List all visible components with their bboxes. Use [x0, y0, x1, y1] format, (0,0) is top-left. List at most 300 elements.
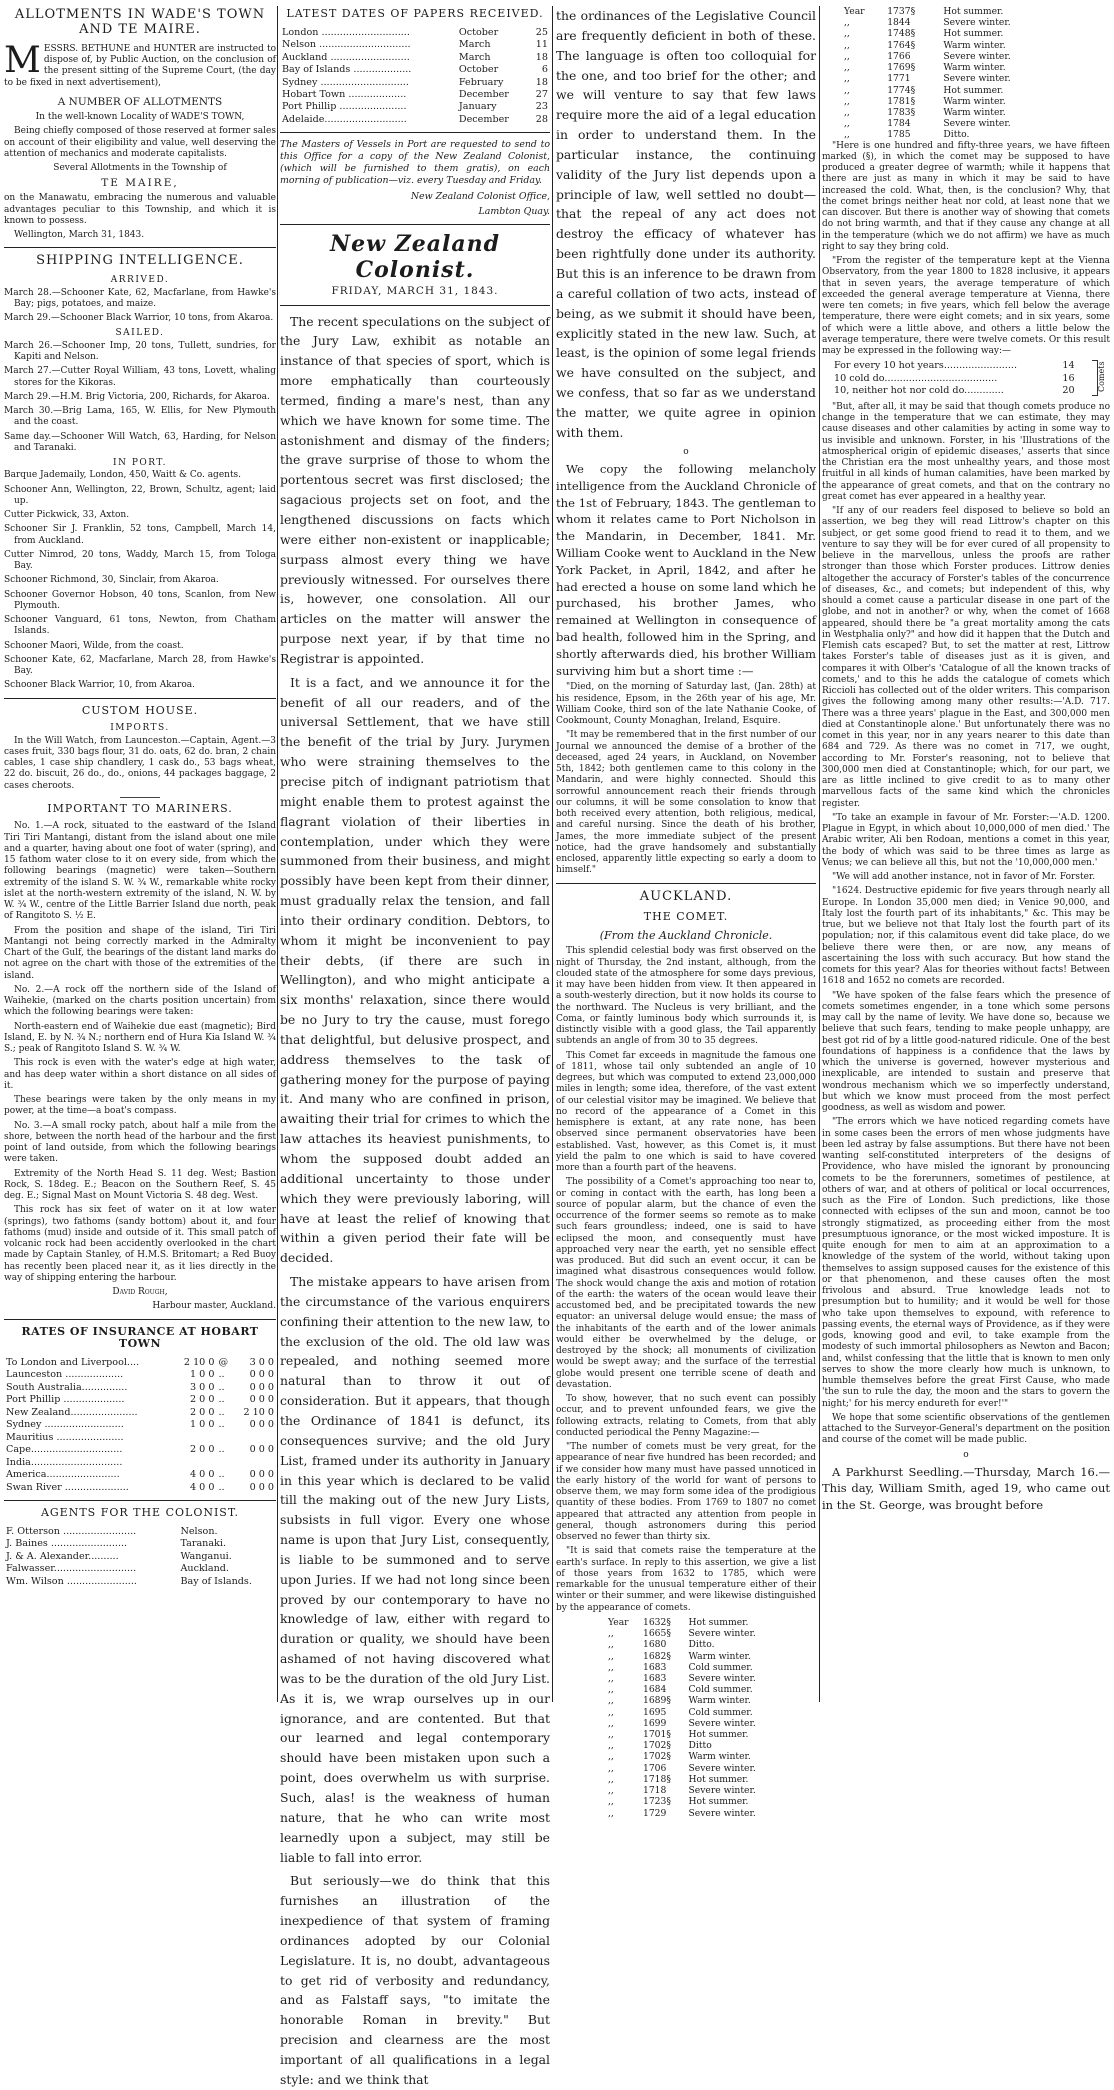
table-cell: 2 10 0	[243, 1406, 274, 1418]
imports-heading: IMPORTS.	[110, 723, 170, 734]
comet-p2: This Comet far exceeds in magnitude the famous one of 1811, whose tail only subtended an angle of 10 degrees, but which was computed to extend 23,000,000 miles in length; some idea, therefore, of the vast extent of our celestial visitor may be imagined. We believe that no record of the appearance of a Comet in this hemisphere is extant, at any rate none, has been observed since permanent observatories have been established. Vast, however, as this Comet is, it must yield the palm to one which is said to have covered more than a fourth part of the heavens.	[556, 1050, 816, 1174]
year-cell: 1632§	[642, 1616, 671, 1628]
year-cell: 1689§	[642, 1695, 671, 1707]
table-row	[4, 1576, 276, 1588]
list-item: Schooner Maori, Wilde, from the coast.	[4, 640, 184, 651]
temperature-summary	[832, 360, 1110, 397]
year-prefix: ,,	[608, 1684, 614, 1696]
comets-bracket-label: Comets	[1097, 362, 1106, 393]
parkhurst-seedling: A Parkhurst Seedling.—Thursday, March 16.—This day, William Smith, aged 19, who came out in the St. George, was brought before	[822, 1464, 1110, 1513]
year-cell: 1682§	[642, 1650, 671, 1662]
comet-article	[556, 946, 816, 1614]
table-row	[832, 385, 1077, 397]
section-divider: o	[683, 446, 689, 457]
year-cell: 1702§	[642, 1740, 671, 1752]
column-4	[822, 6, 1110, 1702]
table-cell: March	[458, 39, 491, 51]
table-cell: December	[458, 88, 509, 100]
sailed-heading: SAILED.	[115, 328, 165, 339]
table-cell: 0 0 0	[249, 1444, 274, 1456]
table-cell: India..............................	[6, 1456, 123, 1468]
table-cell: Cape..............................	[6, 1444, 123, 1456]
year-prefix: ,,	[608, 1706, 614, 1718]
table-cell: 1748§	[887, 28, 916, 40]
comet-p3: The possibility of a Comet's approaching too near to, or coming in contact with the earth, has long been a source of popular alarm, but the chance of even the occurrence of the former seems so remote as to make such fears groundless; indeed, one is said to have eclipsed the moon, and consequently must have approached very near the earth, yet no sensible effect was produced. But did such an event occur, it can be imagined what disastrous consequences would follow. The shock would change the axis and motion of rotation of the earth: the waters of the ocean would leave their accustomed bed, and be precipitated towards the new equator: an universal deluge would ensue; the mass of the inhabitants of the earth and of the lower animals would either be overwhelmed by the deluge, or destroyed by the shock; all monuments of civilization would be swept away; and the surface of the terrestial globe would present one terrible scene of death and devastation.	[556, 1177, 816, 1390]
allotments-sub3: TE MAIRE,	[101, 177, 179, 190]
weather-cell: Ditto	[688, 1740, 712, 1752]
table-cell: 1784	[887, 118, 911, 130]
table-row	[4, 1457, 276, 1469]
list-item: Schooner Vanguard, 61 tons, Newton, from Chatham Islands.	[4, 615, 276, 637]
year-cell: 1723§	[642, 1796, 671, 1808]
table-row	[842, 62, 1067, 73]
table-row	[4, 1357, 276, 1369]
weather-cell: Severe winter.	[688, 1807, 756, 1819]
table-cell: Wm. Wilson .......................	[6, 1575, 137, 1587]
column-2	[280, 6, 550, 2087]
table-cell: To London and Liverpool....	[6, 1357, 140, 1368]
comet-text-p10: We hope that some scientific observations of the gentlemen attached to the Surveyor-General's department on the position and course of the comet will be made public.	[822, 1412, 1110, 1446]
table-cell: 14	[1062, 360, 1075, 372]
table-row	[4, 1526, 276, 1538]
weather-cell: Severe winter.	[688, 1785, 756, 1797]
table-cell: Warm winter.	[943, 106, 1006, 118]
table-row	[4, 1563, 276, 1575]
weather-cell: Hot summer.	[688, 1796, 749, 1808]
table-row	[842, 51, 1067, 62]
mariners-p6: These bearings were taken by the only means in my power, at the time—a boat's compass.	[4, 1095, 276, 1117]
table-cell: Severe winter.	[943, 17, 1011, 29]
table-cell: ..	[218, 1419, 225, 1431]
table-row	[4, 1551, 276, 1563]
table-row	[832, 360, 1077, 372]
mariners-section	[4, 803, 276, 1313]
year-prefix: ,,	[608, 1773, 614, 1785]
table-row	[606, 1707, 788, 1718]
table-cell: New Zealand......................	[6, 1406, 138, 1418]
table-cell: 10 cold do.....................................	[834, 372, 998, 384]
table-cell: 1766	[887, 50, 911, 62]
table-cell: Mauritius ......................	[6, 1431, 124, 1443]
table-cell: America........................	[6, 1469, 120, 1481]
comet-years-table	[606, 1617, 788, 1819]
table-row	[606, 1628, 788, 1639]
table-row	[280, 52, 550, 64]
table-cell: 1844	[887, 17, 911, 29]
melancholy-text: We copy the following melancholy intelligence from the Auckland Chronicle of the 1st of February, 1843. The gentleman to whom it relates came to Port Nicholson in the Mandarin, in December, 1841. Mr. William Cooke went to Auckland in the New York Packet, in April, 1842, and after he had erected a house on some land which he purchased, his brother James, who remained at Wellington in consequence of bad health, followed him in the Spring, and shortly afterwards died, his brother William surviving him but a short time :—	[556, 462, 816, 678]
editorial	[280, 312, 550, 2090]
weather-cell: Warm winter.	[688, 1751, 751, 1763]
table-cell: F. Otterson ........................	[6, 1525, 137, 1537]
comet-text-p1: "Here is one hundred and fifty-three years, we have fifteen marked (§), in which the comet may be supposed to have produced a greater degree of warmth; while it happens that there are just as many in which it may be said to have increased the cold. What, then, is the conclusion? Why, that the comet brings neither heat nor cold, at least none that we can discover. But there is another way of showing that comets do not bring warmth, and that if they cause any change at all in the temperature (which we do not affirm) we have as much right to say they bring cold.	[822, 140, 1110, 252]
table-cell: ..	[218, 1369, 225, 1381]
table-cell: Hobart Town ...................	[282, 88, 407, 100]
table-cell: Hot summer.	[943, 28, 1004, 40]
table-cell: ..	[218, 1406, 225, 1418]
list-item: March 30.—Brig Lama, 165, W. Ellis, for New Plymouth and the coast.	[4, 406, 276, 428]
weather-cell: Warm winter.	[688, 1650, 751, 1662]
allotments-advert	[4, 8, 276, 241]
column-1	[4, 6, 276, 1702]
table-cell: 1764§	[887, 39, 916, 51]
comet-text-p3: "But, after all, it may be said that though comets produce no change in the temperature that we can estimate, they may cause diseases and other calamities by acting in some way to us invisible and unknown. Forster, in his 'Illustrations of the atmospherical origin of epidemic diseases,' asserts that since the Christian era the most unhealthy years, and those most fruitful in all kinds of human calamities, have been marked by the appearance of great comets, and that on the contrary no great comet has ever appeared in a healthy year.	[822, 401, 1110, 502]
weather-cell: Warm winter.	[688, 1695, 751, 1707]
table-cell: ,,	[844, 50, 850, 62]
table-cell: ,,	[844, 73, 850, 85]
table-cell	[233, 1432, 276, 1444]
table-cell: Wanganui.	[180, 1550, 232, 1562]
table-cell: ,,	[844, 129, 850, 141]
table-row	[606, 1673, 788, 1684]
year-prefix: ,,	[608, 1807, 614, 1819]
table-cell: ..	[218, 1469, 225, 1481]
year-cell: 1680	[642, 1639, 667, 1651]
year-prefix: ,,	[608, 1628, 614, 1640]
table-cell: 0 0 0	[249, 1381, 274, 1393]
table-cell: December	[458, 113, 509, 125]
weather-cell: Severe winter.	[688, 1762, 756, 1774]
weather-cell: Cold summer.	[688, 1661, 753, 1673]
year-prefix: ,,	[608, 1785, 614, 1797]
comet-years-table-continued	[842, 6, 1067, 141]
table-cell: 2 10 0	[183, 1357, 215, 1368]
table-cell: 1769§	[887, 62, 916, 74]
table-row	[4, 1444, 276, 1456]
dateline: FRIDAY, MARCH 31, 1843.	[331, 284, 499, 297]
table-cell: Nelson.	[180, 1525, 218, 1537]
table-cell: ,,	[844, 17, 850, 29]
insurance-section	[4, 1326, 276, 1494]
table-cell: Falwasser...........................	[6, 1563, 137, 1575]
weather-cell: Hot summer.	[688, 1729, 749, 1741]
list-item: Schooner Black Warrior, 10, from Akaroa.	[4, 680, 195, 691]
table-row	[4, 1369, 276, 1381]
table-row	[606, 1651, 788, 1662]
notice-signature: New Zealand Colonist Office,	[410, 190, 550, 202]
mariners-p1: No. 1.—A rock, situated to the eastward of the Island Tiri Tiri Mantangi, distant from the island about one mile and a quarter, having about one foot of water (spring), and 15 fathom water close to it on every side, from which the following bearings (magnetic) were taken—Southern extremity of the island S. W. ¾ W., remarkable white rocky islet at the north-western extremity of the island, N. W. by W. ¾ W., centre of the Little Barrier Island due north, peak of Rangitoto S. ½ E.	[4, 821, 276, 922]
table-row	[606, 1740, 788, 1751]
table-cell: Auckland.	[180, 1563, 229, 1575]
weather-cell: Cold summer.	[688, 1706, 753, 1718]
comet-text-p7: "1624. Destructive epidemic for five years through nearly all Europe. In London 35,000 men died; in Venice 90,000, and Italy lost the fourth part of its inhabitants," &c. This may be true, but we believe not that Italy lost the fourth part of its population; nor, if this calamitous event did take place, do we believe there were then, or are now, any means of ascertaining the loss with such accuracy. But how stand the comets for this year? Alas for theories without facts! Between 1618 and 1652 no comets are recorded.	[822, 886, 1110, 987]
table-cell: For every 10 hot years........................	[834, 360, 1018, 372]
table-cell: Sydney .............................	[282, 76, 409, 88]
editorial-p3: The mistake appears to have arisen from the circumstance of the various enquirers confining their attention to the new law, to the exclusion of the old. The old law was repealed, and nothing seemed more natural than to throw it out of consideration. But it appears, that though the Ordinance of 1841 is defunct, its consequences survive; and the old Jury List, framed under its authority in January in this year which is declared to be valid till the making out of the new Jury Lists, subsists in full vigor. Every one whose name is upon that Jury List, consequently, is liable to be summoned and to serve upon Juries. If we had not long since been proved by our contemporary to have no knowledge of law, either with regard to duration or quality, we should have been ashamed of not having discovered what was to be the duration of the old Jury List. As it is, we wrap ourselves up in our ignorance, and are contented. But that our learned and legal contemporary should have been mistaken upon such a point, does overwhelm us with surprise. Such, alas! is the weakness of human nature, that he who can write most learnedly upon a subject, may still be liable to fall into error.	[280, 1274, 550, 1865]
table-cell: Hot summer.	[943, 84, 1004, 96]
table-row	[842, 96, 1067, 107]
table-row	[4, 1382, 276, 1394]
table-cell: Port Phillip ......................	[282, 101, 407, 113]
divider	[556, 883, 816, 884]
table-cell: ,,	[844, 118, 850, 130]
table-cell: ..	[218, 1394, 225, 1406]
column-rule-1	[277, 6, 278, 1702]
comet-p6: "It is said that comets raise the temperature at the earth's surface. In reply to this assertion, we give a list of those years from 1632 to 1785, which were remarkable for the unusual temperature either of their winter or their summer, and were likewise distinguished by the appearance of comets.	[556, 1546, 816, 1613]
year-prefix: ,,	[608, 1717, 614, 1729]
column-rule-3	[819, 6, 820, 1702]
allotments-date: Wellington, March 31, 1843.	[14, 230, 145, 241]
table-row	[842, 73, 1067, 84]
insurance-table	[4, 1357, 276, 1494]
weather-cell: Severe winter.	[688, 1717, 756, 1729]
year-prefix: ,,	[608, 1661, 614, 1673]
table-row	[606, 1729, 788, 1740]
table-row	[280, 27, 550, 39]
table-row	[606, 1617, 788, 1628]
table-row	[842, 129, 1067, 140]
divider	[4, 247, 276, 248]
table-row	[606, 1785, 788, 1796]
table-cell: 18	[535, 51, 548, 63]
year-cell: 1706	[642, 1762, 667, 1774]
table-cell: 1774§	[887, 84, 916, 96]
divider	[280, 305, 550, 306]
table-row	[280, 39, 550, 51]
table-row	[842, 107, 1067, 118]
notice-signature-place: Lambton Quay.	[478, 205, 550, 217]
table-cell: ..	[218, 1381, 225, 1393]
weather-cell: Hot summer.	[688, 1773, 749, 1785]
table-cell: Bay of Islands ...................	[282, 64, 412, 76]
insurance-title: RATES OF INSURANCE AT HOBART TOWN	[21, 1324, 259, 1351]
year-cell: 1699	[642, 1717, 667, 1729]
table-cell: 0 0 0	[249, 1419, 274, 1431]
mariners-p2: From the position and shape of the island, Tiri Tiri Mantangi not being correctly marked in the Admiralty Chart of the Gulf, the bearings of the distant land marks do not agree on the chart with those of the extremities of the island.	[4, 925, 276, 981]
table-cell: Port Phillip ....................	[6, 1394, 125, 1406]
year-prefix: ,,	[608, 1751, 614, 1763]
table-cell: October	[458, 26, 499, 38]
list-item: Cutter Pickwick, 33, Axton.	[4, 510, 130, 521]
table-cell: 1 0 0	[190, 1369, 215, 1381]
table-cell	[174, 1457, 217, 1469]
inport-heading: IN PORT.	[113, 458, 167, 468]
table-row	[280, 89, 550, 101]
imports-text: In the Will Watch, from Launceston.—Captain, Agent.—3 cases fruit, 330 bags flour, 31 do. oats, 62 do. bran, 2 chain cables, 1 case ship chandlery, 1 cask do., 53 bags wheat, 22 do. biscuit, 26 do., do., onions, 44 packages baggage, 2 cases cheroots.	[4, 735, 276, 791]
year-cell: 1729	[642, 1807, 667, 1819]
mariners-p3: No. 2.—A rock off the northern side of the Island of Waihekie, (marked on the charts position uncertain) from which the following bearings were taken:	[4, 984, 276, 1018]
column-3	[556, 6, 816, 1819]
agents-title: AGENTS FOR THE COLONIST.	[40, 1506, 240, 1520]
weather-cell: Severe winter.	[688, 1628, 756, 1640]
auckland-heading: AUCKLAND.	[639, 888, 733, 904]
divider	[280, 132, 550, 133]
table-cell: Warm winter.	[943, 95, 1006, 107]
table-cell: 23	[535, 101, 548, 113]
table-row	[606, 1763, 788, 1774]
table-cell: Launceston ...................	[6, 1369, 124, 1381]
table-row	[606, 1639, 788, 1650]
table-cell: 4 0 0	[190, 1469, 215, 1481]
list-item: March 29.—H.M. Brig Victoria, 200, Richards, for Akaroa.	[4, 391, 270, 402]
masters-notice	[280, 139, 550, 217]
table-cell: Swan River .....................	[6, 1481, 129, 1493]
table-cell: @	[218, 1357, 229, 1368]
table-cell: Bay of Islands.	[180, 1575, 252, 1587]
custom-house-section	[4, 705, 276, 792]
table-cell: 20	[1062, 385, 1075, 397]
mariners-title: IMPORTANT TO MARINERS.	[47, 801, 233, 815]
comet-p1: This splendid celestial body was first observed on the night of Thursday, the 2nd instant, although, from the clouded state of the atmosphere for some days previous, it may have been hidden from view. It then appeared in a south-westerly direction, but it now holds its course to the northward. The Nucleus is very brilliant, and the Coma, or faintly luminous body which surrounds it, is distinctly visible with a good glass, the Tail apparently subtends an angle of from 30 to 35 degrees.	[556, 946, 816, 1047]
year-prefix: ,,	[608, 1672, 614, 1684]
table-cell: 1 0 0	[190, 1419, 215, 1431]
table-cell: 0 0 0	[249, 1394, 274, 1406]
year-cell: 1718§	[642, 1773, 671, 1785]
allotments-sub1: A NUMBER OF ALLOTMENTS	[57, 95, 223, 108]
list-item: Schooner Sir J. Franklin, 52 tons, Campbell, March 14, from Auckland.	[4, 524, 276, 546]
table-row	[606, 1695, 788, 1706]
year-prefix: ,,	[608, 1729, 614, 1741]
year-prefix: Year	[608, 1616, 629, 1628]
table-row	[842, 28, 1067, 39]
arrived-heading: ARRIVED.	[110, 275, 170, 286]
weather-cell: Ditto.	[688, 1639, 715, 1651]
obituary-p2: "It may be remembered that in the first number of our Journal we announced the demise of a brother of the deceased, aged 24 years, in Auckland, on November 5th, 1842; both gentlemen came to this colony in the Mandarin, and were highly connected. Should this sorrowful announcement reach their friends through our columns, it will be some consolation to know that both received every attention, both religious, medical, and careful nursing. Since the death of his brother, James, the more immediate subject of the present notice, had the grave handsomely and substantially enclosed, apparently little expecting so early a doom to himself."	[556, 730, 816, 876]
drop-cap: M	[4, 39, 41, 81]
table-cell: Warm winter.	[943, 39, 1006, 51]
divider	[120, 797, 160, 798]
table-cell: 6	[541, 64, 548, 76]
table-cell: 1785	[887, 129, 911, 141]
year-cell: 1665§	[642, 1628, 671, 1640]
table-cell: 28	[535, 113, 548, 125]
table-cell: Year	[844, 6, 865, 17]
table-row	[606, 1684, 788, 1695]
table-cell: 18	[535, 76, 548, 88]
melancholy-article	[556, 461, 816, 679]
table-cell: 1737§	[887, 6, 916, 17]
comet-text-p5: "To take an example in favour of Mr. Forster:—'A.D. 1200. Plague in Egypt, in which about 10,000,000 of men died.' The Arabic writer, Ali ben Rodoan, mentions a comet in this year, the body of which was said to be three times as large as Venus; we can believe all this, but not the '10,000,000 men.'	[822, 812, 1110, 868]
table-cell: 25	[535, 26, 548, 38]
list-item: Schooner Richmond, 30, Sinclair, from Akaroa.	[4, 575, 219, 586]
table-row	[606, 1718, 788, 1729]
list-item: March 28.—Schooner Kate, 62, Macfarlane, from Hawke's Bay; pigs, potatoes, and maize.	[4, 287, 276, 309]
allotments-p3: Several Allotments in the Township of	[53, 163, 227, 173]
table-cell	[233, 1457, 276, 1469]
table-cell: Severe winter.	[943, 73, 1011, 85]
year-prefix: ,,	[608, 1650, 614, 1662]
table-cell: February	[458, 76, 504, 88]
table-row	[280, 64, 550, 76]
comet-p5: "The number of comets must be very great, for the appearance of near five hundred has been recorded; and if we consider how many must have passed unnoticed in the early history of the world for want of persons to observe them, we may form some idea of the prodigious quantity of these bodies. From 1769 to 1807 no comet appeared that attracted any attention from people in general, though astronomers during this period observed no fewer than thirty six.	[556, 1442, 816, 1543]
table-cell: J. Baines .........................	[6, 1538, 128, 1550]
table-cell: Warm winter.	[943, 62, 1006, 74]
table-cell: January	[458, 101, 497, 113]
year-cell: 1695	[642, 1706, 667, 1718]
column-rule-2	[552, 6, 553, 1702]
table-row	[280, 77, 550, 89]
table-cell: 4 0 0	[190, 1481, 215, 1493]
comet-source: (From the Auckland Chronicle.	[599, 929, 773, 943]
table-cell: 27	[535, 88, 548, 100]
table-row	[606, 1774, 788, 1785]
section-divider: o	[963, 1449, 969, 1460]
comet-text-p9: "The errors which we have noticed regarding comets have in some cases been the errors of men whose judgments have been led astray by false assumptions. But there have not been wanting self-constituted interpreters of the designs of Providence, who have misled the ignorant by pronouncing comets to be the forerunners, sometimes of pestilence, at others of war, and at others of political or local occurrences, such as the Fire of London. Such predictions, like those connected with eclipses of the sun and moon, cannot be too strongly stigmatized, as proceeding either from the most presumptuous ignorance, or the most wicked imposture. It is quite enough for men to aim at an approximation to a knowledge of the system of the world, without taking upon themselves to assign supposed causes for the existence of this or that phenomenon, and these causes often the most frivolous and absurd. True knowledge leads not to presumption but to humility; and it would be well for those who take upon themselves to expound, with reference to passing events, the eternal ways of Providence, as if they were gods, knowing good and evil, to take example from the modesty of such immortal philosophers as Newton and Bacon; and, whilst confessing that the little that is known to men only serves to show the more clearly how much is unknown, to humble themselves before the great First Cause, who made 'the sun to rule the day, the moon and the stars to govern the night;' for his mercy endureth for ever!'"	[822, 1117, 1110, 1409]
agents-section	[4, 1507, 276, 1588]
papers-title: LATEST DATES OF PAPERS RECEIVED.	[286, 7, 544, 20]
mariners-p5: This rock is even with the water's edge at high water, and has deep water within a short distance on all sides of it.	[4, 1058, 276, 1091]
table-cell: 0 0 0	[249, 1481, 274, 1493]
table-cell: Hot summer.	[943, 6, 1004, 17]
table-cell	[216, 1432, 233, 1444]
list-item: Cutter Nimrod, 20 tons, Waddy, March 15, from Tologa Bay.	[4, 549, 276, 572]
table-cell: ..	[218, 1444, 225, 1456]
table-cell: Nelson ..............................	[282, 39, 411, 51]
list-item: March 26.—Schooner Imp, 20 tons, Tullett, sundries, for Kapiti and Nelson.	[4, 340, 276, 362]
obituary	[556, 682, 816, 876]
agents-table	[4, 1526, 276, 1588]
table-cell: 2 0 0	[190, 1394, 215, 1406]
shipping-title: SHIPPING INTELLIGENCE.	[36, 253, 244, 269]
list-item: Schooner Governor Hobson, 40 tons, Scanlon, from New Plymouth.	[4, 589, 276, 611]
divider	[4, 1319, 276, 1320]
table-cell: ,,	[844, 39, 850, 51]
table-row	[4, 1482, 276, 1494]
table-cell: ,,	[844, 62, 850, 74]
table-row	[280, 114, 550, 126]
allotments-text: ESSRS. BETHUNE and HUNTER are instructed to dispose of, by Public Auction, on the conclusion of the present sitting of the Supreme Court, (the day to be fixed in next advertisement),	[4, 43, 276, 88]
list-item: March 29.—Schooner Black Warrior, 10 tons, from Akaroa.	[4, 313, 274, 324]
masthead: New Zealand Colonist.	[329, 230, 500, 283]
year-prefix: ,,	[608, 1740, 614, 1752]
year-cell: 1718	[642, 1785, 667, 1797]
table-cell: 16	[1062, 372, 1075, 384]
year-prefix: ,,	[608, 1695, 614, 1707]
table-cell: 1783§	[887, 106, 916, 118]
table-cell: ,,	[844, 95, 850, 107]
table-cell: 10, neither hot nor cold do.............	[834, 385, 1004, 397]
editorial-p4: But seriously—we do think that this furnishes an illustration of the inexpedience of that system of framing ordinances adopted by our Colonial Legislature. It is, no doubt, advantageous to get rid of verbosity and redundancy, and as Falstaff says, "to imitate the honorable Roman in brevity." But precision and clearness are the most important of all qualifications in a legal style: and we think that	[280, 1873, 550, 2087]
table-cell: ,,	[844, 106, 850, 118]
table-cell: 2 0 0	[190, 1406, 215, 1418]
year-cell: 1684	[642, 1684, 667, 1696]
mariners-signature-title: Harbour master, Auckland.	[152, 1301, 276, 1312]
year-prefix: ,,	[608, 1796, 614, 1808]
comet-text-p8: "We have spoken of the false fears which the presence of comets sometimes engender, in a tone which some persons may call by the name of levity. We have done so, because we believe that such fears, tending to make people unhappy, are best got rid of by a little good-natured ridicule. One of the best foundations of happiness is a confidence that the laws by which the universe is governed, however mysterious and inexplicable, are intended to sustain and preserve that wondrous mechanism which we so imperfectly understand, but which we know must proceed from the most perfect goodness, as well as wisdom and power.	[822, 990, 1110, 1114]
papers-table	[280, 27, 550, 127]
table-cell	[216, 1457, 233, 1469]
table-cell: Adelaide...........................	[282, 113, 407, 125]
table-cell: Sydney ..........................	[6, 1419, 124, 1431]
weather-cell: Severe winter.	[688, 1672, 756, 1684]
table-cell: 0 0 0	[249, 1369, 274, 1381]
comet-p4: To show, however, that no such event can possibly occur, and to prevent unfounded fears, we give the following extracts, relating to Comets, from that ably conducted periodical the Penny Magazine:—	[556, 1394, 816, 1438]
list-item: Schooner Ann, Wellington, 22, Brown, Schultz, agent; laid up.	[4, 484, 276, 506]
mariners-p7: No. 3.—A small rocky patch, about half a mile from the shore, between the north head of the harbour and the first point of land outside, from which the following bearings were taken.	[4, 1120, 276, 1165]
table-cell: October	[458, 64, 499, 76]
divider	[4, 698, 276, 699]
table-row	[4, 1538, 276, 1550]
table-cell: 1781§	[887, 95, 916, 107]
table-cell: Taranaki.	[180, 1538, 226, 1550]
divider	[280, 224, 550, 225]
allotments-p2: Being chiefly composed of those reserved at former sales on account of their eligibility and value, well deserving the attention of mechanics and moderate capitalists.	[4, 126, 276, 159]
table-row	[280, 101, 550, 113]
table-cell: 3 0 0	[190, 1381, 215, 1393]
shipping-section	[4, 254, 276, 691]
table-cell: J. & A. Alexander..........	[6, 1550, 119, 1562]
year-prefix: ,,	[608, 1639, 614, 1651]
table-row	[606, 1662, 788, 1673]
year-cell: 1702§	[642, 1751, 671, 1763]
table-row	[4, 1394, 276, 1406]
editorial-p1: The recent speculations on the subject of the Jury Law, exhibit as notable an instance of that species of sport, which is more emphatically than courteously termed, finding a mare's nest, than any which we have known for some time. The astonishment and dismay of the finders; the grave surprise of those to whom the portentous secret was first disclosed; the sagacious projects set on foot, and the lengthened discussions on facts which were either non-existent or inapplicable; surpass almost every thing we have previously witnessed. For ourselves there is, however, one consolation. All our articles on the matter will answer the purpose next year, if by that time no Registrar is appointed.	[280, 313, 550, 666]
table-row	[842, 6, 1067, 17]
table-row	[842, 85, 1067, 96]
table-cell: 0 0 0	[249, 1469, 274, 1481]
table-cell: March	[458, 51, 491, 63]
list-item: Same day.—Schooner Will Watch, 63, Harding, for Nelson and Taranaki.	[4, 431, 276, 453]
table-row	[606, 1751, 788, 1762]
